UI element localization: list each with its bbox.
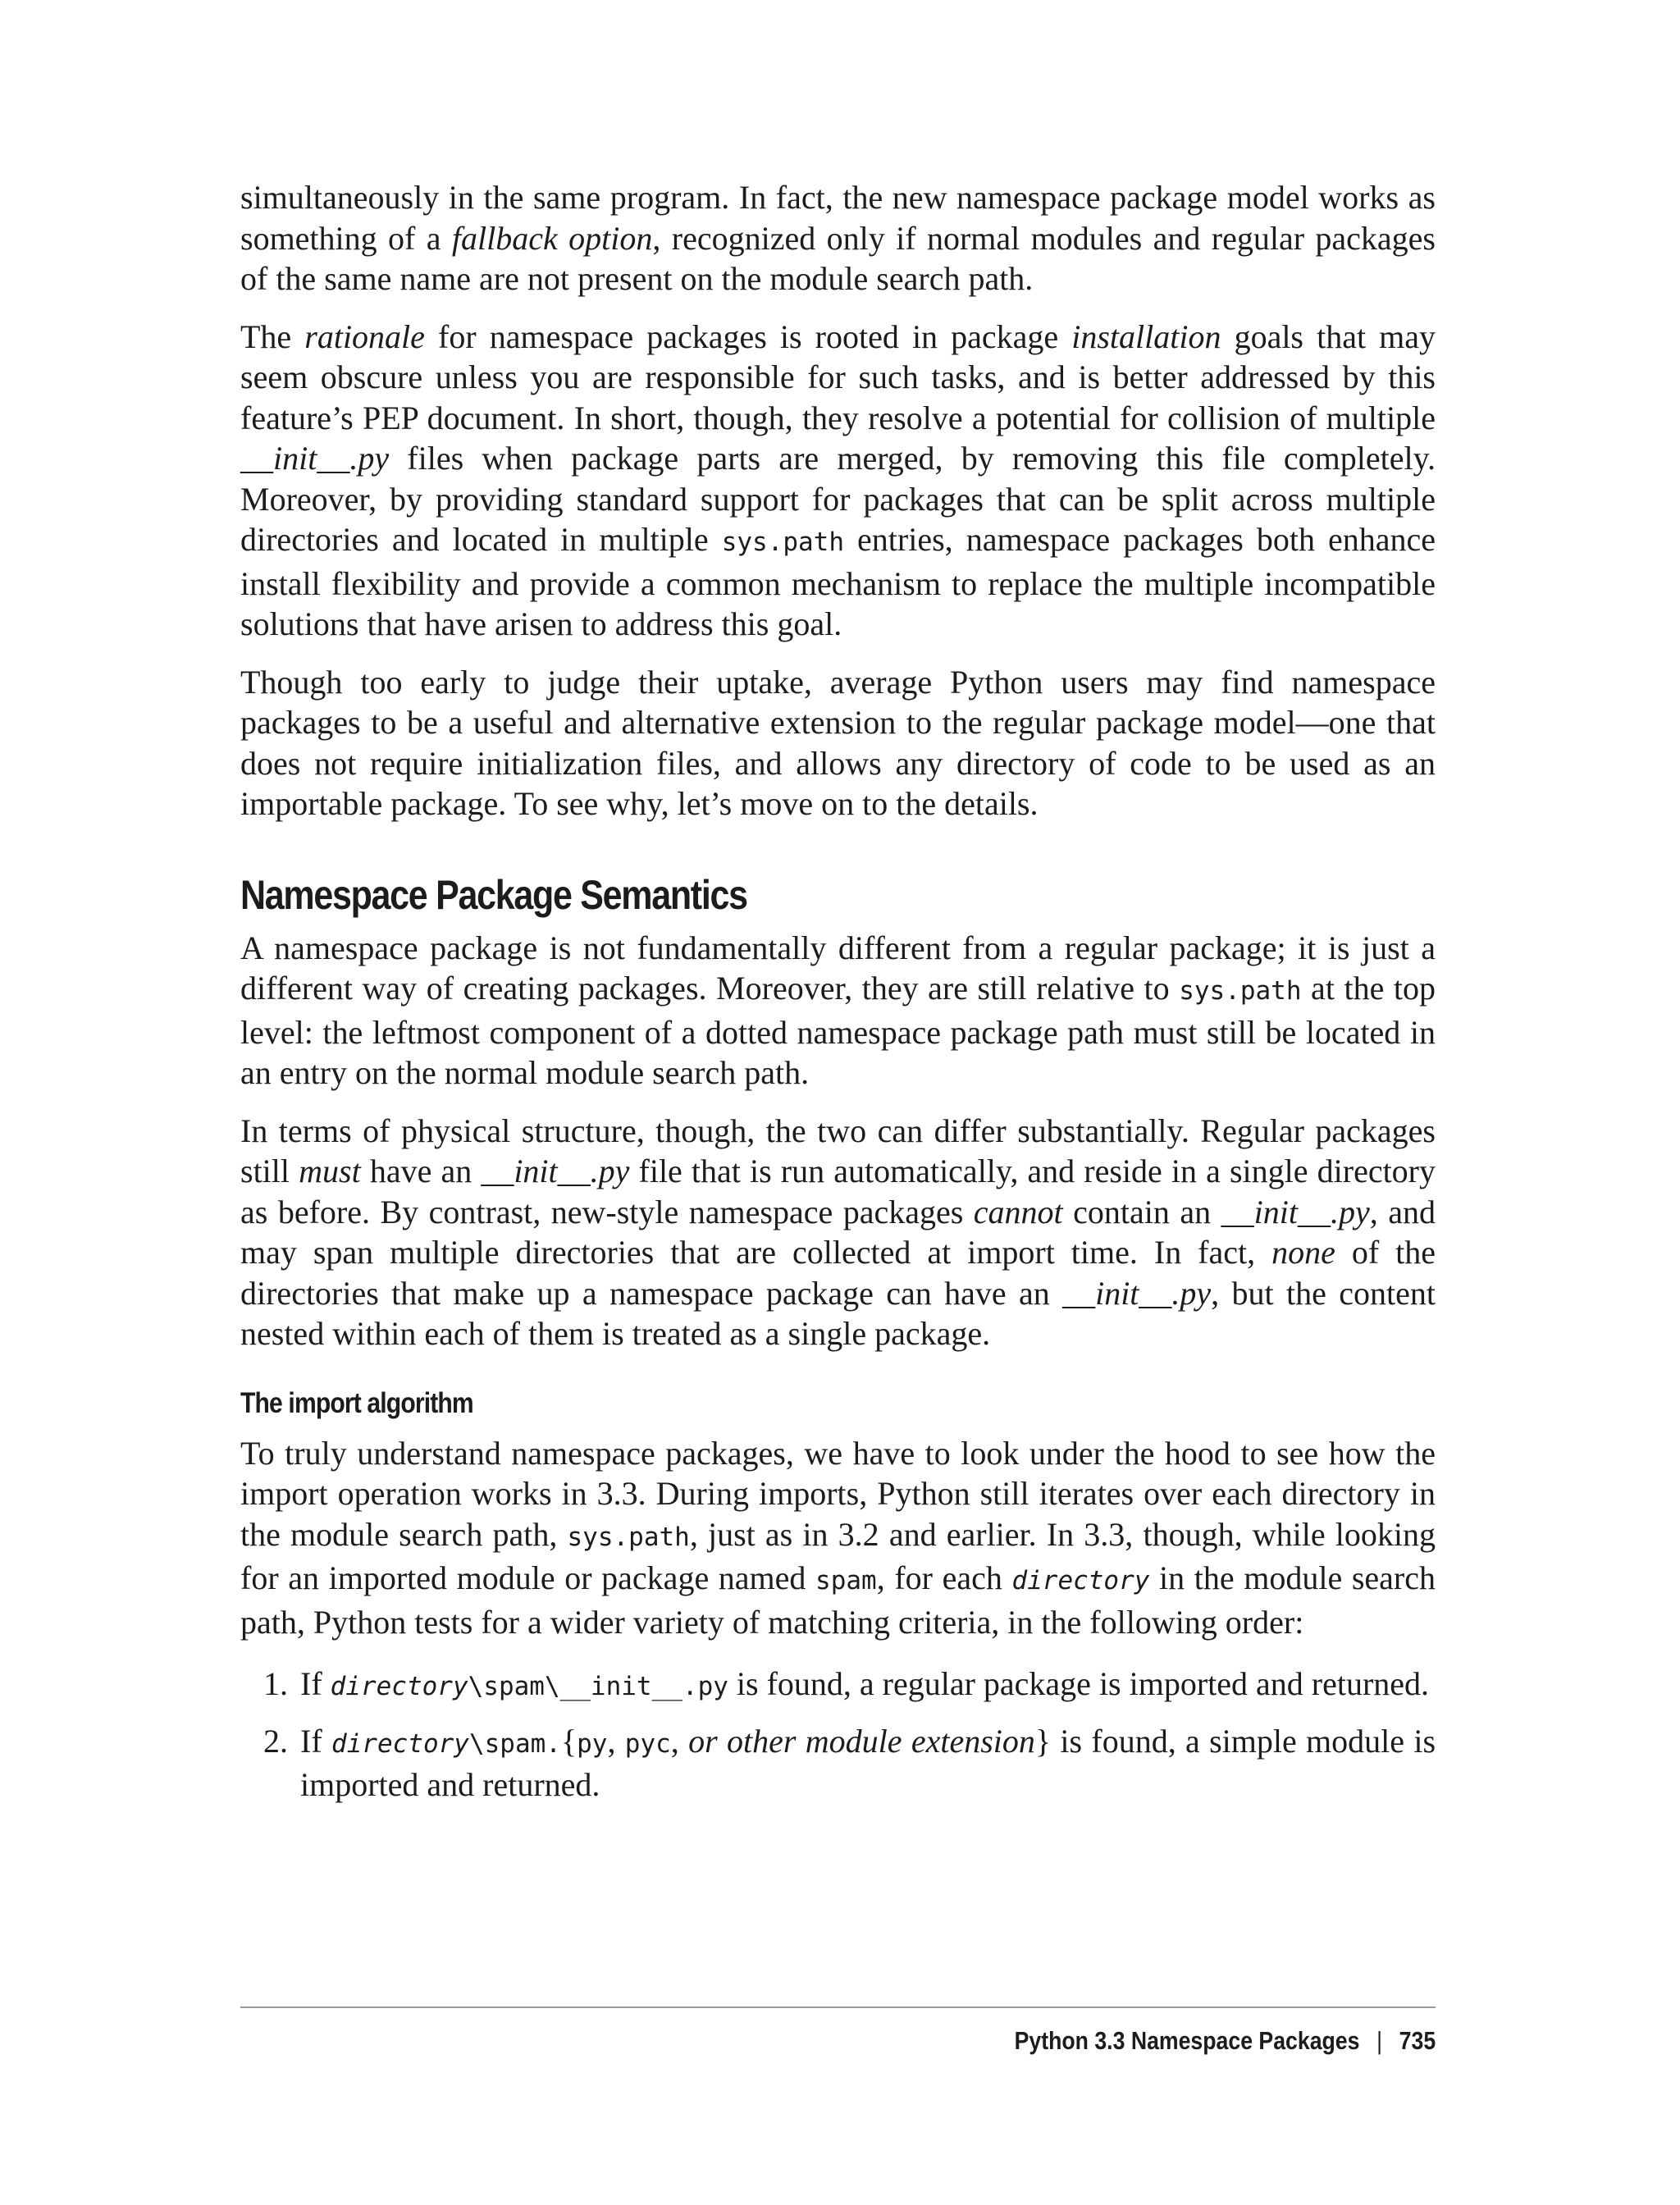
list-number: 2. bbox=[263, 1722, 288, 1760]
code-sys-path: sys.path bbox=[567, 1522, 690, 1552]
code-spam: spam bbox=[815, 1566, 877, 1596]
text-run: In terms of physical structure, though, the two can differ substantially. Regular packages still bbox=[240, 1112, 1436, 1189]
text-run: , recognized only if normal modules and regular packages of the same name are not present on the module search path. bbox=[240, 219, 1436, 297]
code-pyc: pyc bbox=[624, 1728, 671, 1759]
paragraph-import-algorithm bbox=[240, 1433, 1436, 1643]
text-run: is found, a simple module is imported and returned. bbox=[300, 1722, 1436, 1803]
text-run: have an bbox=[360, 1153, 482, 1189]
text-run: A namespace package is not fundamentally different from a regular package; it is just a different way of creating packages. Moreover, they are still relative to bbox=[240, 929, 1436, 1007]
list-number: 1. bbox=[263, 1665, 288, 1702]
text-run: If bbox=[300, 1665, 331, 1702]
text-run: , and may span multiple directories that are collected at import time. In fact, bbox=[240, 1193, 1436, 1271]
section-heading: Namespace Package Semantics bbox=[240, 871, 747, 918]
emphasis-none: none bbox=[1271, 1234, 1335, 1271]
paragraph-semantics bbox=[240, 928, 1436, 1093]
code-directory: directory bbox=[331, 1728, 469, 1759]
footer-rule bbox=[240, 2006, 1436, 2008]
text-run: , but the content nested within each of them is treated as a single package. bbox=[240, 1274, 1436, 1352]
list-item bbox=[240, 1721, 1436, 1806]
page-number: 735 bbox=[1399, 2026, 1436, 2055]
text-run: contain an bbox=[1062, 1193, 1221, 1230]
text-run: The bbox=[240, 317, 305, 355]
text-run: files when package parts are merged, by removing this file completely. Moreover, by providing standard support for packages that can be split across multiple directories and located in multiple bbox=[240, 440, 1436, 558]
running-footer bbox=[1014, 2025, 1436, 2057]
footer-separator: | bbox=[1376, 2026, 1382, 2055]
text-run: file that is run automatically, and reside in a single directory as before. By contrast, new-style namespace packages bbox=[240, 1153, 1436, 1230]
paragraph-uptake bbox=[240, 662, 1436, 824]
emphasis-init-file: __init__.py bbox=[481, 1153, 630, 1189]
text-run: , just as in 3.2 and earlier. In 3.3, though, while looking for an imported module or package named bbox=[240, 1515, 1436, 1596]
code-directory: directory bbox=[1011, 1566, 1150, 1596]
paragraph-rationale bbox=[240, 317, 1436, 645]
emphasis-must: must bbox=[299, 1153, 361, 1189]
text-run: for namespace packages is rooted in package bbox=[424, 317, 1072, 355]
text-run: goals that may seem obscure unless you are responsible for such tasks, and is better addressed by this feature’s PEP document. In short, though, they resolve a potential for collision of multiple bbox=[240, 317, 1436, 436]
code-py: py bbox=[577, 1728, 608, 1759]
emphasis-init-file: __init__.py bbox=[1062, 1274, 1212, 1312]
paragraph-intro bbox=[240, 177, 1436, 299]
list-item bbox=[240, 1664, 1436, 1708]
text-run: is found, a regular package is imported and returned. bbox=[728, 1665, 1430, 1702]
code-path: \spam\__init__.py bbox=[468, 1672, 728, 1701]
text-run: If bbox=[300, 1722, 331, 1760]
footer-title: Python 3.3 Namespace Packages bbox=[1014, 2026, 1360, 2055]
emphasis-init-file: __init__.py bbox=[1221, 1193, 1370, 1230]
text-run: , bbox=[607, 1722, 625, 1760]
text-run: of the directories that make up a namespace package can have an bbox=[240, 1234, 1436, 1312]
emphasis-init-file: __init__.py bbox=[240, 440, 390, 477]
code-directory: directory bbox=[330, 1672, 468, 1701]
page-body bbox=[240, 177, 1436, 1819]
text-run: simultaneously in the same program. In fact, the new namespace package model works as something of a bbox=[240, 179, 1436, 257]
text-run: { bbox=[560, 1722, 578, 1760]
text-run: , bbox=[670, 1722, 689, 1760]
text-run: at the top level: the leftmost component of a dotted namespace package path must still be located in an entry on the normal module search path. bbox=[240, 970, 1436, 1091]
text-run: , for each bbox=[876, 1559, 1012, 1596]
code-sys-path: sys.path bbox=[1179, 976, 1302, 1006]
emphasis-installation: installation bbox=[1071, 317, 1221, 355]
ordered-list bbox=[240, 1664, 1436, 1806]
emphasis-module-extension: or other module extension bbox=[688, 1722, 1035, 1760]
text-run: in the module search path, Python tests for a wider variety of matching criteria, in the following order: bbox=[240, 1559, 1436, 1641]
emphasis-fallback-option: fallback option bbox=[451, 219, 653, 257]
emphasis-rationale: rationale bbox=[304, 317, 425, 355]
code-path: \spam. bbox=[468, 1728, 561, 1759]
subsection-heading: The import algorithm bbox=[240, 1386, 473, 1419]
text-run: } bbox=[1034, 1722, 1052, 1760]
emphasis-cannot: cannot bbox=[973, 1193, 1063, 1230]
code-sys-path: sys.path bbox=[721, 527, 845, 557]
paragraph-structure bbox=[240, 1111, 1436, 1354]
text-run: entries, namespace packages both enhance install flexibility and provide a common mechanism to replace the multiple incompatible solutions that have arisen to address this goal. bbox=[240, 521, 1436, 642]
text-run: To truly understand namespace packages, we have to look under the hood to see how the import operation works in 3.3. During imports, Python still iterates over each directory in the module search path, bbox=[240, 1434, 1436, 1553]
text-run: Though too early to judge their uptake, average Python users may find namespace packages to be a useful and alternative extension to the regular package model—one that does not require initialization files, and allows any directory of code to be used as an importable package. To see why, let’s move on to the details. bbox=[240, 663, 1436, 822]
